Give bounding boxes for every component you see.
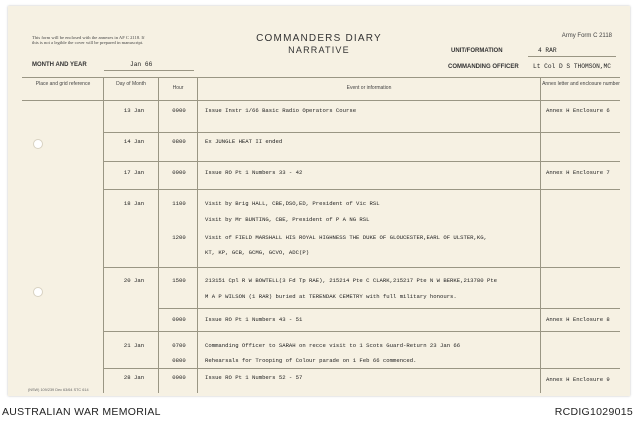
entry-hour: 0900 (172, 107, 186, 114)
entry-text: M A P WILSON (1 RAR) buried at TERENDAK CEMETRY with full military honours. (205, 293, 457, 300)
entry-hour: 1500 (172, 277, 186, 284)
entry-date: 13 Jan (123, 107, 145, 114)
col-head-hour: Hour (172, 85, 184, 91)
archive-reference: RCDIG1029015 (554, 406, 633, 418)
col-head-event: Event or information (346, 85, 392, 91)
entry-date: 17 Jan (123, 169, 145, 176)
entry-hour: 1200 (172, 234, 186, 241)
form-note: This form will be enclosed with the annexes in AF C 2118. If this is not a legible the cover will be prepared in manuscript. (32, 35, 145, 46)
row-rule (103, 368, 620, 369)
entry-annex: Annex H Enclosure 6 (546, 107, 610, 114)
entry-hour: 0900 (172, 374, 186, 381)
unit-underline (528, 56, 616, 57)
entry-annex: Annex H Enclosure 9 (546, 376, 610, 383)
row-rule (103, 132, 620, 133)
page-title: COMMANDERS DIARY (256, 33, 382, 44)
col-rule-4 (540, 77, 541, 393)
entry-text: Issue Instr 1/66 Basic Radio Operators Course (205, 107, 357, 114)
header-top-rule (22, 77, 620, 78)
entry-annex: Annex H Enclosure 7 (546, 169, 610, 176)
row-rule (103, 331, 620, 332)
punch-hole-lower (33, 287, 43, 297)
entry-text: Issue RO Pt 1 Numbers 52 - 57 (205, 374, 303, 381)
row-rule (158, 308, 620, 309)
diary-sheet (8, 6, 630, 396)
page-subtitle: NARRATIVE (288, 45, 350, 55)
col-rule-3 (197, 77, 198, 393)
entry-text: Issue RO Pt 1 Numbers 43 - 51 (205, 316, 303, 323)
entry-hour: 1100 (172, 200, 186, 207)
entry-text: Commanding Officer to SARAH on recce visit to 1 Scots Guard-Return 23 Jan 66 (205, 342, 461, 349)
month-label: MONTH AND YEAR (32, 62, 87, 68)
unit-value: 4 RAR (538, 47, 557, 54)
co-value: Lt Col D S THOMSON,MC (533, 63, 611, 70)
entry-text: Issue RO Pt 1 Numbers 33 - 42 (205, 169, 303, 176)
entry-annex: Annex H Enclosure 8 (546, 316, 610, 323)
entry-hour: 0700 (172, 342, 186, 349)
entry-date: 18 Jan (123, 200, 145, 207)
entry-text: 213151 Cpl R W BOWTELL(3 Fd Tp RAE), 215214 Pte C CLARK,215217 Pte N W BERKE,213780 Pte (205, 277, 498, 284)
entry-hour: 0800 (172, 138, 186, 145)
entry-date: 14 Jan (123, 138, 145, 145)
co-label: COMMANDING OFFICER (448, 64, 519, 70)
entry-date: 20 Jan (123, 277, 145, 284)
col-head-place: Place and grid reference (35, 81, 91, 87)
row-rule (103, 189, 620, 190)
entry-hour: 0900 (172, 169, 186, 176)
month-underline (104, 70, 194, 71)
entry-text: Ex JUNGLE HEAT II ended (205, 138, 283, 145)
army-form-number: Army Form C 2118 (561, 33, 612, 39)
row-rule (103, 267, 620, 268)
punch-hole-upper (33, 139, 43, 149)
col-head-annex: Annex letter and enclosure number (542, 81, 620, 87)
unit-label: UNIT/FORMATION (451, 48, 503, 54)
entry-hour: 0900 (172, 316, 186, 323)
month-value: Jan 66 (130, 61, 153, 68)
entry-date: 28 Jan (123, 374, 145, 381)
entry-hour: 0800 (172, 357, 186, 364)
row-rule (103, 161, 620, 162)
entry-text: Visit by Mr BUNTING, CBE, President of P A NG RSL (205, 216, 370, 223)
header-bottom-rule (22, 100, 620, 101)
entry-text: Rehearsals for Trooping of Colour parade on 1 Feb 66 commenced. (205, 357, 417, 364)
col-head-day: Day of Month (116, 81, 146, 87)
entry-date: 21 Jan (123, 342, 145, 349)
entry-text: KT, KP, GCB, GCMG, GCVO, ADC(P) (205, 249, 310, 256)
form-print-line: (NSW) 109/239 Dec 63/64 STC 614 (28, 388, 89, 392)
entry-text: Visit of FIELD MARSHALL HIS ROYAL HIGHNESS THE DUKE OF GLOUCESTER,EARL OF ULSTER,KG, (205, 234, 487, 241)
archive-credit: AUSTRALIAN WAR MEMORIAL (2, 406, 161, 418)
entry-text: Visit by Brig HALL, CBE,DSO,ED, President of Vic RSL (205, 200, 380, 207)
col-rule-1 (103, 77, 104, 393)
